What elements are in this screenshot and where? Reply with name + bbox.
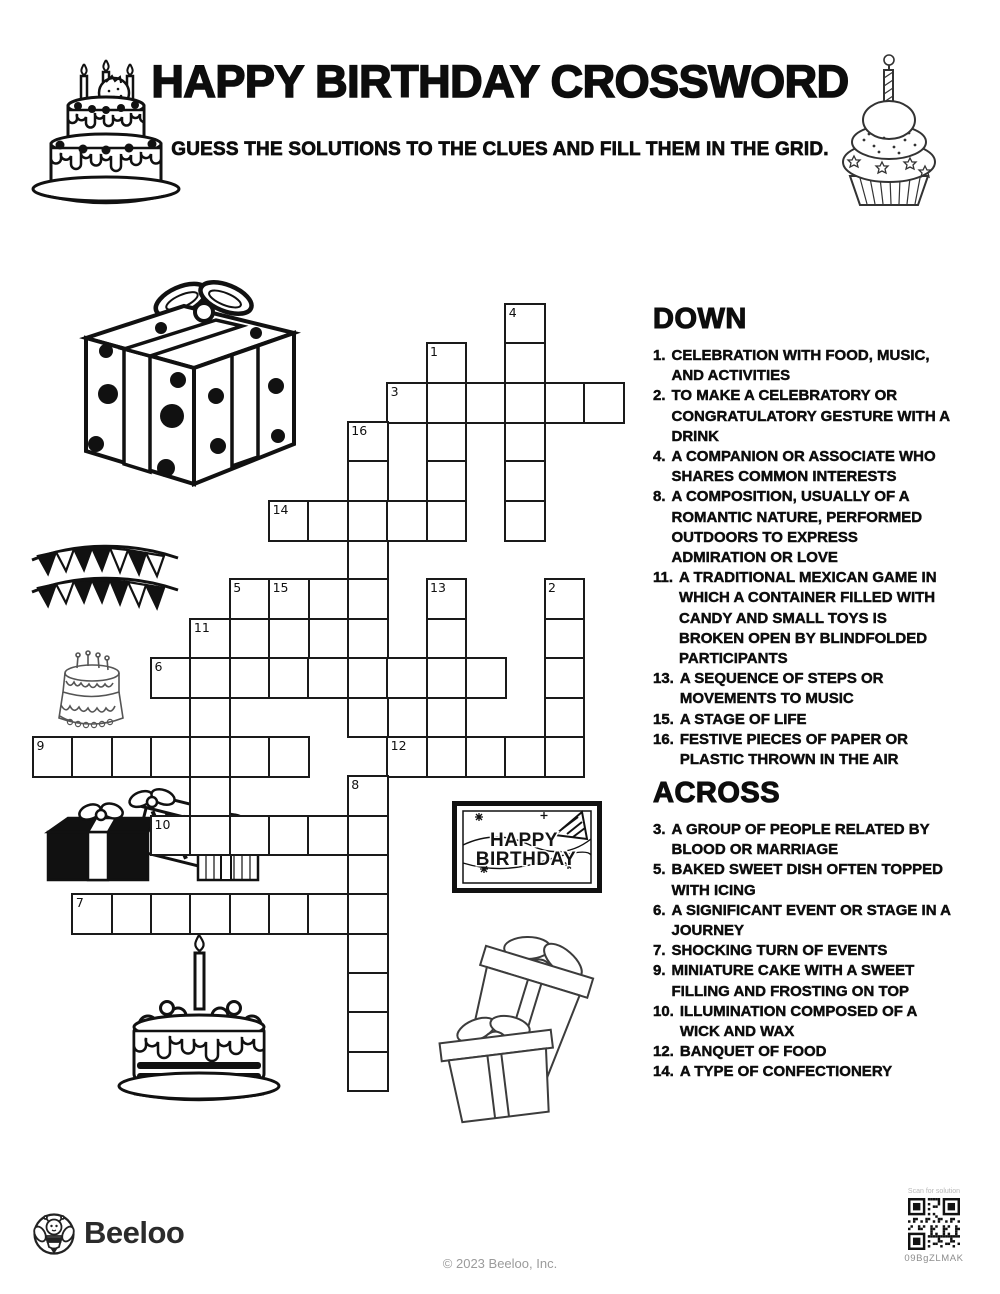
crossword-cell[interactable] [386, 500, 428, 542]
grid-clue-number: 2 [548, 580, 556, 596]
clue-number: 12. [653, 1043, 674, 1061]
crossword-cell[interactable] [347, 815, 389, 857]
beeloo-bee-logo-icon [32, 1212, 76, 1256]
polka-gift-illustration [66, 276, 308, 494]
crossword-cell[interactable] [307, 500, 349, 542]
crossword-cell[interactable] [347, 933, 389, 975]
clue-number: 1. [653, 347, 666, 364]
copyright-text: © 2023 Beeloo, Inc. [442, 1256, 558, 1271]
crossword-cell[interactable] [544, 697, 586, 739]
clue-item [653, 386, 955, 447]
clue-number: 5. [653, 861, 666, 879]
crossword-cell[interactable] [544, 736, 586, 778]
grid-clue-number: 11 [193, 619, 210, 635]
clue-text: CELEBRATION WITH FOOD, MUSIC, AND ACTIVITIES [671, 347, 930, 385]
crossword-cell[interactable] [504, 342, 546, 384]
crossword-cell[interactable] [229, 736, 271, 778]
qr-code [908, 1198, 960, 1250]
crossword-cell[interactable] [268, 736, 310, 778]
crossword-cell[interactable] [347, 460, 389, 502]
crossword-cell[interactable] [111, 736, 153, 778]
crossword-cell[interactable] [347, 893, 389, 935]
clue-number: 15. [653, 710, 674, 728]
crossword-cell[interactable] [229, 657, 271, 699]
clue-number: 10. [653, 1002, 674, 1020]
crossword-cell[interactable] [426, 697, 468, 739]
crossword-cell[interactable] [229, 893, 271, 935]
grid-clue-number: 8 [351, 777, 360, 793]
down-clues-section [653, 303, 955, 770]
clue-text: TO MAKE A CELEBRATORY OR CONGRATULATORY GESTURE WITH A DRINK [671, 387, 950, 445]
clue-item [653, 669, 955, 709]
down-clue-list [653, 346, 955, 770]
clue-number: 16. [653, 730, 674, 748]
clue-item [653, 487, 955, 568]
crossword-cell[interactable] [426, 421, 468, 463]
across-clues-section [653, 777, 955, 1083]
grid-clue-number: 1 [430, 344, 438, 360]
clue-text: A TRADITIONAL MEXICAN GAME IN WHICH A CONTAINER FILLED WITH CANDY AND SMALL TOYS IS BROKEN OPEN BY BLINDFOLDED PARTICIPANTS [679, 569, 937, 668]
clue-item [653, 568, 955, 669]
clue-item [653, 961, 955, 1001]
crossword-cell[interactable] [426, 500, 468, 542]
crossword-cell[interactable] [268, 893, 310, 935]
page-title: HAPPY BIRTHDAY CROSSWORD [151, 56, 849, 107]
down-heading: DOWN [653, 303, 747, 335]
crossword-cell[interactable] [465, 382, 507, 424]
crossword-cell[interactable] [386, 657, 428, 699]
crossword-cell[interactable] [347, 657, 389, 699]
crossword-cell[interactable] [307, 578, 349, 620]
sketch-cake-illustration [50, 648, 132, 736]
grid-clue-number: 6 [154, 659, 163, 675]
crossword-cell[interactable] [111, 893, 153, 935]
crossword-cell[interactable] [189, 657, 231, 699]
clue-number: 2. [653, 387, 666, 405]
crossword-cell[interactable] [583, 382, 625, 424]
clue-text: BANQUET OF FOOD [679, 1043, 827, 1061]
clue-text: BAKED SWEET DISH OFTEN TOPPED WITH ICING [671, 861, 943, 899]
crossword-cell[interactable] [347, 539, 389, 581]
candle-cake-illustration [112, 931, 289, 1105]
clue-text: A SEQUENCE OF STEPS OR MOVEMENTS TO MUSIC [679, 670, 884, 708]
clue-item [653, 820, 955, 860]
clue-number: 7. [653, 942, 666, 960]
crossword-cell[interactable] [544, 382, 586, 424]
crossword-cell[interactable] [268, 618, 310, 660]
crossword-cell[interactable] [268, 657, 310, 699]
crossword-cell[interactable] [347, 697, 389, 739]
clue-number: 4. [653, 448, 666, 466]
crossword-cell[interactable] [504, 736, 546, 778]
grid-clue-number: 3 [390, 383, 399, 399]
crossword-cell[interactable] [189, 736, 231, 778]
crossword-cell[interactable] [189, 815, 231, 857]
clue-number: 9. [653, 962, 666, 980]
crossword-cell[interactable] [544, 657, 586, 699]
clue-item [653, 1062, 955, 1082]
crossword-cell[interactable] [347, 500, 389, 542]
crossword-cell[interactable] [268, 815, 310, 857]
clue-text: FESTIVE PIECES OF PAPER OR PLASTIC THROWN IN THE AIR [679, 730, 908, 769]
grid-clue-number: 7 [75, 895, 84, 911]
crossword-cell[interactable] [465, 736, 507, 778]
crossword-cell[interactable] [465, 657, 507, 699]
happy-birthday-sign [452, 801, 602, 893]
crossword-cell[interactable] [347, 578, 389, 620]
across-clue-list [653, 820, 955, 1083]
clue-item [653, 346, 955, 386]
crossword-cell[interactable] [347, 1051, 389, 1093]
across-heading: ACROSS [653, 777, 781, 809]
crossword-cell[interactable] [426, 657, 468, 699]
bunting-banner-illustration [26, 536, 186, 622]
grid-clue-number: 15 [272, 580, 289, 596]
tiered-cake-illustration [26, 46, 186, 208]
sign-text-happy: HAPPY [490, 830, 558, 851]
grid-clue-number: 12 [390, 737, 407, 753]
crossword-cell[interactable] [544, 618, 586, 660]
beeloo-brand-text: Beeloo [84, 1215, 185, 1250]
grid-clue-number: 4 [508, 305, 517, 320]
qr-block [900, 1188, 968, 1264]
crossword-cell[interactable] [150, 893, 192, 935]
crossword-cell[interactable] [71, 736, 113, 778]
qr-code-text: 09BgZLMAK [904, 1253, 964, 1264]
clue-item [653, 1042, 955, 1062]
cupcake-illustration [832, 50, 946, 210]
crossword-cell[interactable] [426, 460, 468, 502]
crossword-cell[interactable] [189, 697, 231, 739]
grid-clue-number: 10 [154, 816, 171, 832]
crossword-cell[interactable] [426, 736, 468, 778]
clue-text: ILLUMINATION COMPOSED OF A WICK AND WAX [679, 1002, 917, 1041]
grid-clue-number: 16 [351, 423, 368, 439]
crossword-cell[interactable] [347, 618, 389, 660]
clue-item [653, 941, 955, 961]
outline-gifts-illustration [422, 931, 596, 1125]
clue-item [653, 1002, 955, 1042]
grid-clue-number: 5 [233, 580, 242, 596]
crossword-cell[interactable] [504, 421, 546, 463]
grid-clue-number: 13 [430, 580, 446, 596]
qr-scan-label: Scan for solution [907, 1188, 961, 1195]
page-subtitle: GUESS THE SOLUTIONS TO THE CLUES AND FILL THEM IN THE GRID. [171, 139, 829, 160]
grid-clue-number: 14 [272, 501, 289, 517]
crossword-cell[interactable] [307, 893, 349, 935]
crossword-cell[interactable] [504, 500, 546, 542]
clue-number: 13. [653, 670, 674, 688]
clue-item [653, 901, 955, 941]
clue-number: 11. [653, 569, 674, 587]
clue-number: 8. [653, 488, 666, 506]
crossword-cell[interactable] [426, 618, 468, 660]
crossword-cell[interactable] [307, 657, 349, 699]
clue-text: MINIATURE CAKE WITH A SWEET FILLING AND FROSTING ON TOP [671, 962, 915, 1000]
clue-text: A GROUP OF PEOPLE RELATED BY BLOOD OR MARRIAGE [671, 821, 930, 859]
crossword-cell[interactable] [189, 775, 231, 817]
clue-number: 6. [653, 901, 666, 919]
clue-item [653, 730, 955, 770]
crossword-cell[interactable] [504, 382, 546, 424]
clue-text: A TYPE OF CONFECTIONERY [679, 1063, 893, 1081]
crossword-cell[interactable] [189, 893, 231, 935]
clue-text: A SIGNIFICANT EVENT OR STAGE IN A JOURNEY [671, 901, 951, 940]
crossword-cell[interactable] [426, 382, 468, 424]
clue-number: 3. [653, 821, 666, 838]
clue-text: A STAGE OF LIFE [679, 710, 807, 728]
clue-text: A COMPOSITION, USUALLY OF A ROMANTIC NATURE, PERFORMED OUTDOORS TO EXPRESS ADMIRATION OR LOVE [671, 488, 923, 567]
clue-item [653, 710, 955, 730]
clue-number: 14. [653, 1063, 674, 1081]
crossword-cell[interactable] [150, 736, 192, 778]
crossword-cell[interactable] [229, 815, 271, 857]
crossword-cell[interactable] [347, 1011, 389, 1053]
clue-item [653, 860, 955, 900]
crossword-cell[interactable] [347, 854, 389, 896]
crossword-cell[interactable] [347, 972, 389, 1014]
grid-clue-number: 9 [36, 737, 45, 753]
sign-text-birthday: BIRTHDAY [475, 849, 577, 870]
crossword-cell[interactable] [307, 815, 349, 857]
crossword-cell[interactable] [504, 460, 546, 502]
clue-text: A COMPANION OR ASSOCIATE WHO SHARES COMMON INTERESTS [671, 448, 936, 486]
clue-item [653, 447, 955, 487]
clue-text: SHOCKING TURN OF EVENTS [671, 942, 888, 960]
